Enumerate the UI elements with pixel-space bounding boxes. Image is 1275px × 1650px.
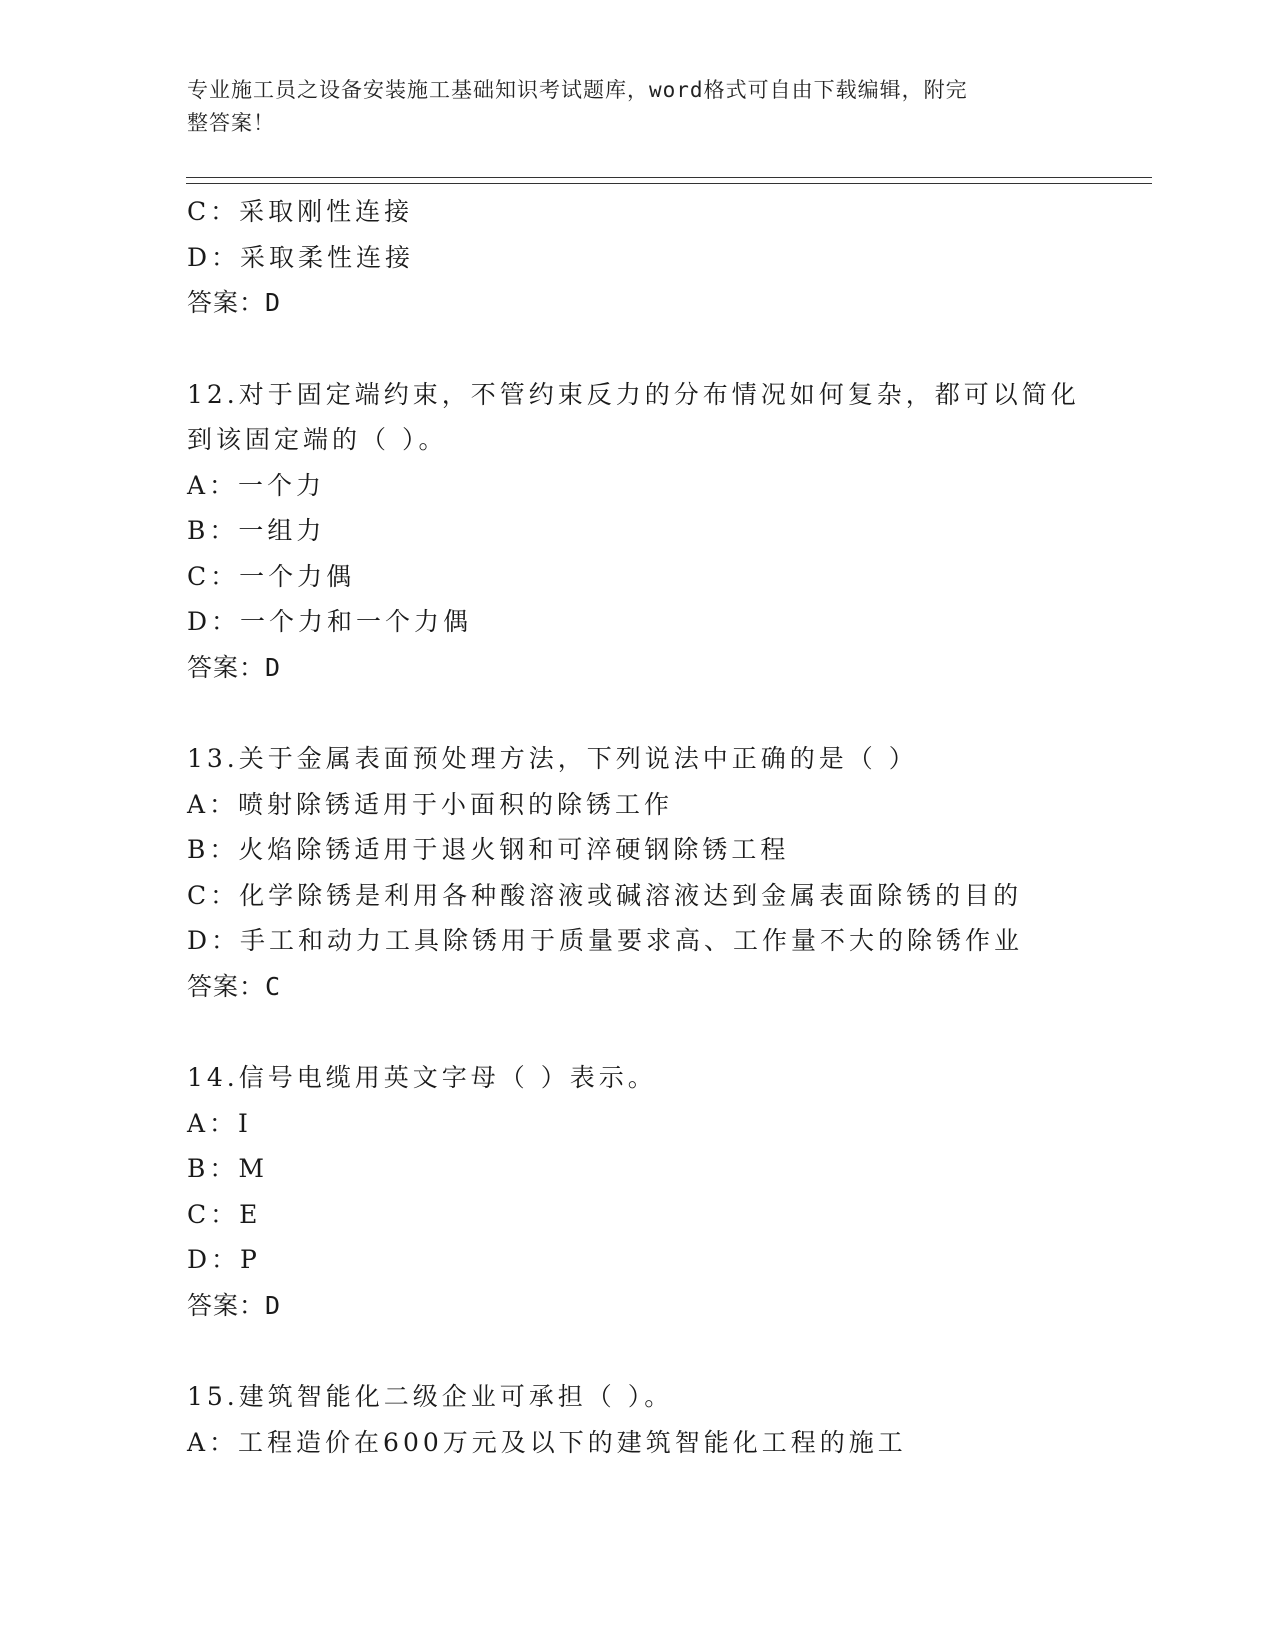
question-15 xyxy=(187,1374,1152,1465)
option-c: C：一个力偶 xyxy=(187,561,356,591)
answer-label: 答案：D xyxy=(187,1290,282,1320)
option-c: C：化学除锈是利用各种酸溶液或碱溶液达到金属表面除锈的目的 xyxy=(187,880,1023,910)
option-d: D：采取柔性连接 xyxy=(187,242,415,272)
header-line-2: 整答案！ xyxy=(187,111,275,135)
question-text: 12.对于固定端约束，不管约束反力的分布情况如何复杂，都可以简化 xyxy=(187,379,1080,409)
option-c: C：采取刚性连接 xyxy=(187,197,414,226)
option-b: B：火焰除锈适用于退火钢和可淬硬钢除锈工程 xyxy=(187,835,790,864)
option-d: D：P xyxy=(187,1245,261,1274)
answer-label: 答案：D xyxy=(187,288,282,317)
option-d: D：手工和动力工具除锈用于质量要求高、工作量不大的除锈作业 xyxy=(187,926,1024,955)
option-a: A：一个力 xyxy=(187,470,326,500)
option-a: A：喷射除锈适用于小面积的除锈工作 xyxy=(187,789,674,819)
question-11-tail xyxy=(187,189,1152,326)
question-text: 14.信号电缆用英文字母（ ）表示。 xyxy=(187,1063,657,1092)
option-a: A：I xyxy=(187,1108,252,1138)
option-b: B：一组力 xyxy=(187,516,326,545)
header-line-1: 专业施工员之设备安装施工基础知识考试题库，word格式可自由下载编辑，附完 xyxy=(187,78,968,102)
answer-label: 答案：D xyxy=(187,652,282,682)
question-14 xyxy=(187,1055,1152,1328)
question-13 xyxy=(187,736,1152,1009)
question-text: 13.关于金属表面预处理方法，下列说法中正确的是（ ） xyxy=(187,744,918,773)
question-12 xyxy=(187,372,1152,691)
question-list xyxy=(187,189,1152,1465)
header-divider-bottom xyxy=(186,183,1152,184)
option-d: D：一个力和一个力偶 xyxy=(187,607,473,636)
option-b: B：M xyxy=(187,1154,268,1183)
answer-label: 答案：C xyxy=(187,971,282,1001)
question-text: 到该固定端的（ ）。 xyxy=(187,425,448,454)
option-c: C：E xyxy=(187,1199,262,1229)
question-text: 15.建筑智能化二级企业可承担（ ）。 xyxy=(187,1382,674,1411)
option-a: A：工程造价在600万元及以下的建筑智能化工程的施工 xyxy=(187,1427,907,1457)
header-divider-top xyxy=(186,177,1152,178)
document-header xyxy=(187,74,1067,140)
